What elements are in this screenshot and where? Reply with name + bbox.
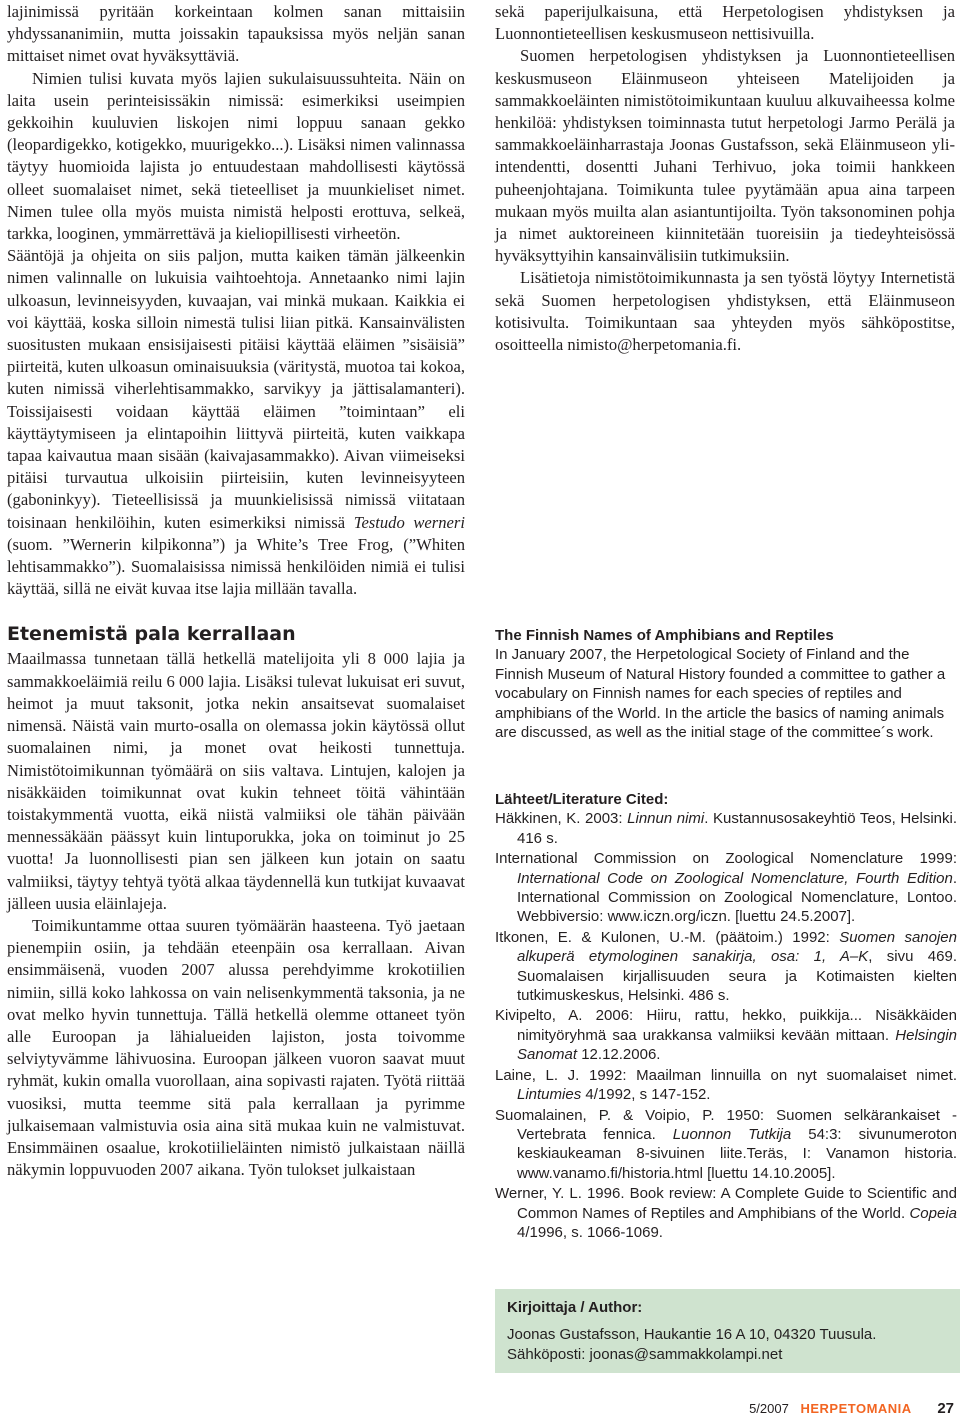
reference-text: Itkonen, E. & Kulonen, U.-M. (päätoim.) 1992:	[495, 928, 840, 946]
reference-title: Suomen sanojen alkuperä etymologinen sanakirja, osa: 1, A–K	[517, 928, 957, 966]
reference-title: International Code on Zoological Nomenclature, Fourth Edition	[517, 869, 953, 887]
summary-title: The Finnish Names of Amphibians and Reptiles	[495, 627, 834, 644]
reference-text: 4/1996, s. 1066-1069.	[517, 1223, 663, 1241]
section-heading: Etenemistä pala kerrallaan	[7, 623, 296, 646]
reference-item	[495, 1066, 957, 1105]
reference-text: . International Commission on Zoological Nomenclature, Lontoo. Webbiversio: www.iczn.org/iczn. [luettu 24.5.2007].	[517, 869, 957, 926]
reference-text: Werner, Y. L. 1996. Book review: A Complete Guide to Scientific and Common Names of Reptiles and Amphibians of the World.	[495, 1185, 957, 1222]
species-name: Testudo werneri	[353, 512, 465, 532]
paragraph	[7, 68, 465, 246]
reference-title: Copeia	[909, 1204, 957, 1222]
right-column	[495, 1, 955, 356]
paragraph: Suomen herpetologisen yhdistyksen ja Luonnontieteellisen keskusmuseon Eläinmuseon yhteiseen Matelijoiden ja sammakkoeläinten nimistötoimikuntaan kuuluu alkuvaiheessa kolme henkilöä: yhdistyksen toiminnasta tutut herpetologi Jarmo Perälä ja sammakkoeläinharrastaja Joonas Gustafsson, sekä Eläinmuseon yli-intendentti, dosentti Juhani Terhivuo, joka toimii hankkeen puheenjohtajana. Toimikunta tulee pyytämään apua aina tarpeen mukaan myös muilta alan asiantuntijoilta. Työn taksonominen pohja ja nimet auktoreineen kiinnitetään tuoreisiin ja tiedeyhteisössä hyväksyttyihin kansainvälisiin tutkimuksiin.	[495, 46, 955, 266]
left-column	[7, 1, 465, 1181]
reference-item	[495, 1006, 957, 1064]
reference-text: International Commission on Zoological Nomenclature 1999:	[495, 850, 957, 868]
reference-title: Luonnon Tutkija	[672, 1125, 792, 1143]
reference-title: Lintumies	[517, 1086, 582, 1104]
issue-number: 5/2007	[749, 1401, 789, 1416]
author-email: Sähköposti: joonas@sammakkolampi.net	[507, 1345, 783, 1363]
reference-text: Häkkinen, K. 2003:	[495, 810, 628, 828]
english-summary	[495, 626, 957, 742]
reference-text: 12.12.2006.	[577, 1046, 661, 1064]
author-address: Joonas Gustafsson, Haukantie 16 A 10, 04320 Tuusula.	[507, 1326, 877, 1344]
reference-item	[495, 809, 957, 848]
reference-item	[495, 1184, 957, 1242]
reference-title: Linnun nimi	[627, 810, 705, 828]
reference-text: Laine, L. J. 1992: Maailman linnuilla on nyt suomalaiset nimet.	[495, 1066, 957, 1084]
references-title: Lähteet/Literature Cited:	[495, 791, 669, 808]
reference-text: 4/1992, s 147-152.	[581, 1086, 711, 1104]
reference-title: Helsingin Sanomat	[517, 1026, 957, 1064]
reference-text: . Kustannusosakeyhtiö Teos, Helsinki. 416 s.	[517, 810, 958, 847]
paragraph: sekä paperijulkaisuna, että Herpetologisen yhdistyksen ja Luonnontieteellisen keskusmuseon nettisivuilla.	[495, 2, 955, 44]
paragraph-text: Sääntöjä ja ohjeita on siis paljon, mutta kaiken tämän jälkeenkin nimen valinnalle on lukuisia vaihtoehtoja. Annetaanko nimi lajin ulkoasun, levinneisyyden, kuvaajan, vai minkä mukaan. Kaikkia ei voi käyttää, koska silloin nimestä tulisi liian pitkä. Kansainvälisten suositusten mukaan ensisijaisesti pitäisi käyttää eläimen ”sisäisiä” piirteitä, kuten ulkoasun ominaisuuksia (väritystä, muotoa tai kokoa, kuten nimissä viherlehtisammakko, sarvikyy ja jättisalamanteri). Toissijaisesti voidaan käyttää eläimen ”toimintaan” eli käyttäytymiseen ja elintapoihin liittyvä piirteitä, kuten vaikkapa tapaa kaivautua maan sisään (kaivajasammakko). Aivan viimeiseksi pitäisi turvautua ulkoisiin piirteisiin, kuten levinneisyyteen (gaboninkyy). Tieteellisissä ja muunkielisissä nimissä viitataan toisinaan henkilöihin, kuten esimerkiksi nimissä	[7, 246, 465, 532]
reference-item	[495, 1106, 957, 1184]
reference-text: 54:3: sivunumeroton keskiaukeaman 8-sivuinen liite.Teräs, I: Vanamon historia. www.vanamo.fi/historia.html [luettu 14.10.2005].	[517, 1125, 957, 1182]
paragraph: lajinimissä pyritään korkeintaan kolmen sanan mittaisiin yhdyssananimiin, mutta joissakin tapauksissa myös neljän sanan mittaiset nimet ovat hyväksyttäviä.	[7, 2, 465, 66]
reference-item	[495, 849, 957, 927]
paragraph	[7, 245, 465, 600]
reference-text: , sivu 469. Suomalaisen kirjallisuuden seura ja Kotimaisten kielten tutkimuskeskus, Helsinki. 486 s.	[517, 948, 957, 1005]
page-footer	[749, 1400, 954, 1418]
author-box	[495, 1289, 960, 1373]
reference-item	[495, 928, 957, 1006]
paragraph: Lisätietoja nimistötoimikunnasta ja sen työstä löytyy Internetistä sekä Suomen herpetologisen yhdistyksen, että Eläinmuseon kotisivulta. Toimikuntaan saa yhteyden myös sähköpostitse, osoitteella nimisto@herpetomania.fi.	[495, 268, 955, 355]
references	[495, 790, 957, 1243]
author-box-title: Kirjoittaja / Author:	[507, 1299, 643, 1316]
paragraph: Maailmassa tunnetaan tällä hetkellä matelijoita yli 8 000 lajia ja sammakkoeläimiä reilu 6 000 lajia. Lisäksi tulevat lukuisat eri suvut, heimot ja muut taksonit, jotka nekin ansaitsevat suomalaiset nimensä. Näistä vain murto-osalla on olemassa jokin käytössä ollut suomalainen nimi, ja monet ovat heikosti tunnettuja. Nimistötoimikunnan työmäärä on siis valtava. Lintujen, kalojen ja nisäkkäiden toimikunnat ovat kukin tehneet töitä vähintään toistakymmentä vuotta, eikä niistä valmiiksi ole tähän päivään mennessäkään päässyt kuin lintuporukka, joka on toiminut jo 25 vuotta! Ja luonnollisesti pian sen jälkeen kun jotain on saatu valmiiksi, täytyy tehtyä työtä alkaa täydennellä kun tutkijat kuvaavat jälleen uusia eläinlajeja.	[7, 649, 465, 913]
reference-text: Suomalainen, P. & Voipio, P. 1950: Suomen selkärankaiset - Vertebrata fennica.	[495, 1106, 957, 1143]
reference-text: Kivipelto, A. 2006: Hiiru, rattu, hekko, puikkija... Nisäkkäiden nimityöryhmä saa urakkansa valmiiksi kevään mittaan.	[495, 1007, 957, 1044]
summary-text: In January 2007, the Herpetological Society of Finland and the Finnish Museum of Natural History founded a committee to gather a vocabulary on Finnish names for each species of reptiles and amphibians of the World. In the article the basics of naming animals are discussed, as well as the initial stage of the committee´s work.	[495, 646, 946, 742]
paragraph: Toimikuntamme ottaa suuren työmäärän haasteena. Työ jaetaan pienempiin osiin, ja tehdään eteenpäin osa kerrallaan. Aivan ensimmäisenä, vuoden 2007 alussa perehdyimme krokotiilien nimiin, sillä koko lahkossa on vain nelisenkymmentä taksonia, ja ne ovat melko hyvin tunnettuja. Tällä hetkellä olemme ottaneet työn alle Euroopan ja lähialueiden lajiston, josta toivomme selviytyvämme lähivuosina. Euroopan jälkeen vuoron saavat muut ryhmät, kukin omalla vuorollaan, aina sopivasti rajaten. Työtä riittää vuosiksi, mutta teemme sitä pala kerrallaan ja pyrimme julkaisemaan valmistuvia osia aina sitä mukaa kuin ne valmistuvat. Ensimmäinen osaalue, krokotiilieläinten nimistö julkaistaan näillä näkymin loppuvuoden 2007 aikana. Työn tulokset julkaistaan	[7, 915, 465, 1180]
paragraph-text: Nimien tulisi kuvata myös lajien sukulaisuussuhteita. Näin on laita usein perinteisissäkin nimissä: esimerkiksi useimpien gekkoihin kuuluvien liskojen nimi loppuu sanaan gekko (leopardigekko, kotigekko, muurigekko...). Lisäksi nimen valinnassa täytyy huomioida lajista jo entuudestaan mahdollisesti käytössä olleet suomalaiset nimet, sekä tieteelliset ja muunkieliset nimet. Nimen tulee olla myös muista nimistä helposti erottuva, selkeä, tarkka, looginen, ymmärrettävä ja kieliopillisesti virheetön.	[7, 68, 465, 244]
page-number: 27	[937, 1400, 954, 1417]
magazine-brand: HERPETOMANIA	[800, 1401, 912, 1416]
references-list	[495, 809, 957, 1242]
paragraph-text: (suom. ”Wernerin kilpikonna”) ja White’s Tree Frog, (”Whiten lehtisammakko”). Suomalaisissa nimissä henkilöiden nimiä ei tulisi käyttää, sillä ne eivät kuvaa itse lajia millään tavalla.	[7, 534, 465, 599]
